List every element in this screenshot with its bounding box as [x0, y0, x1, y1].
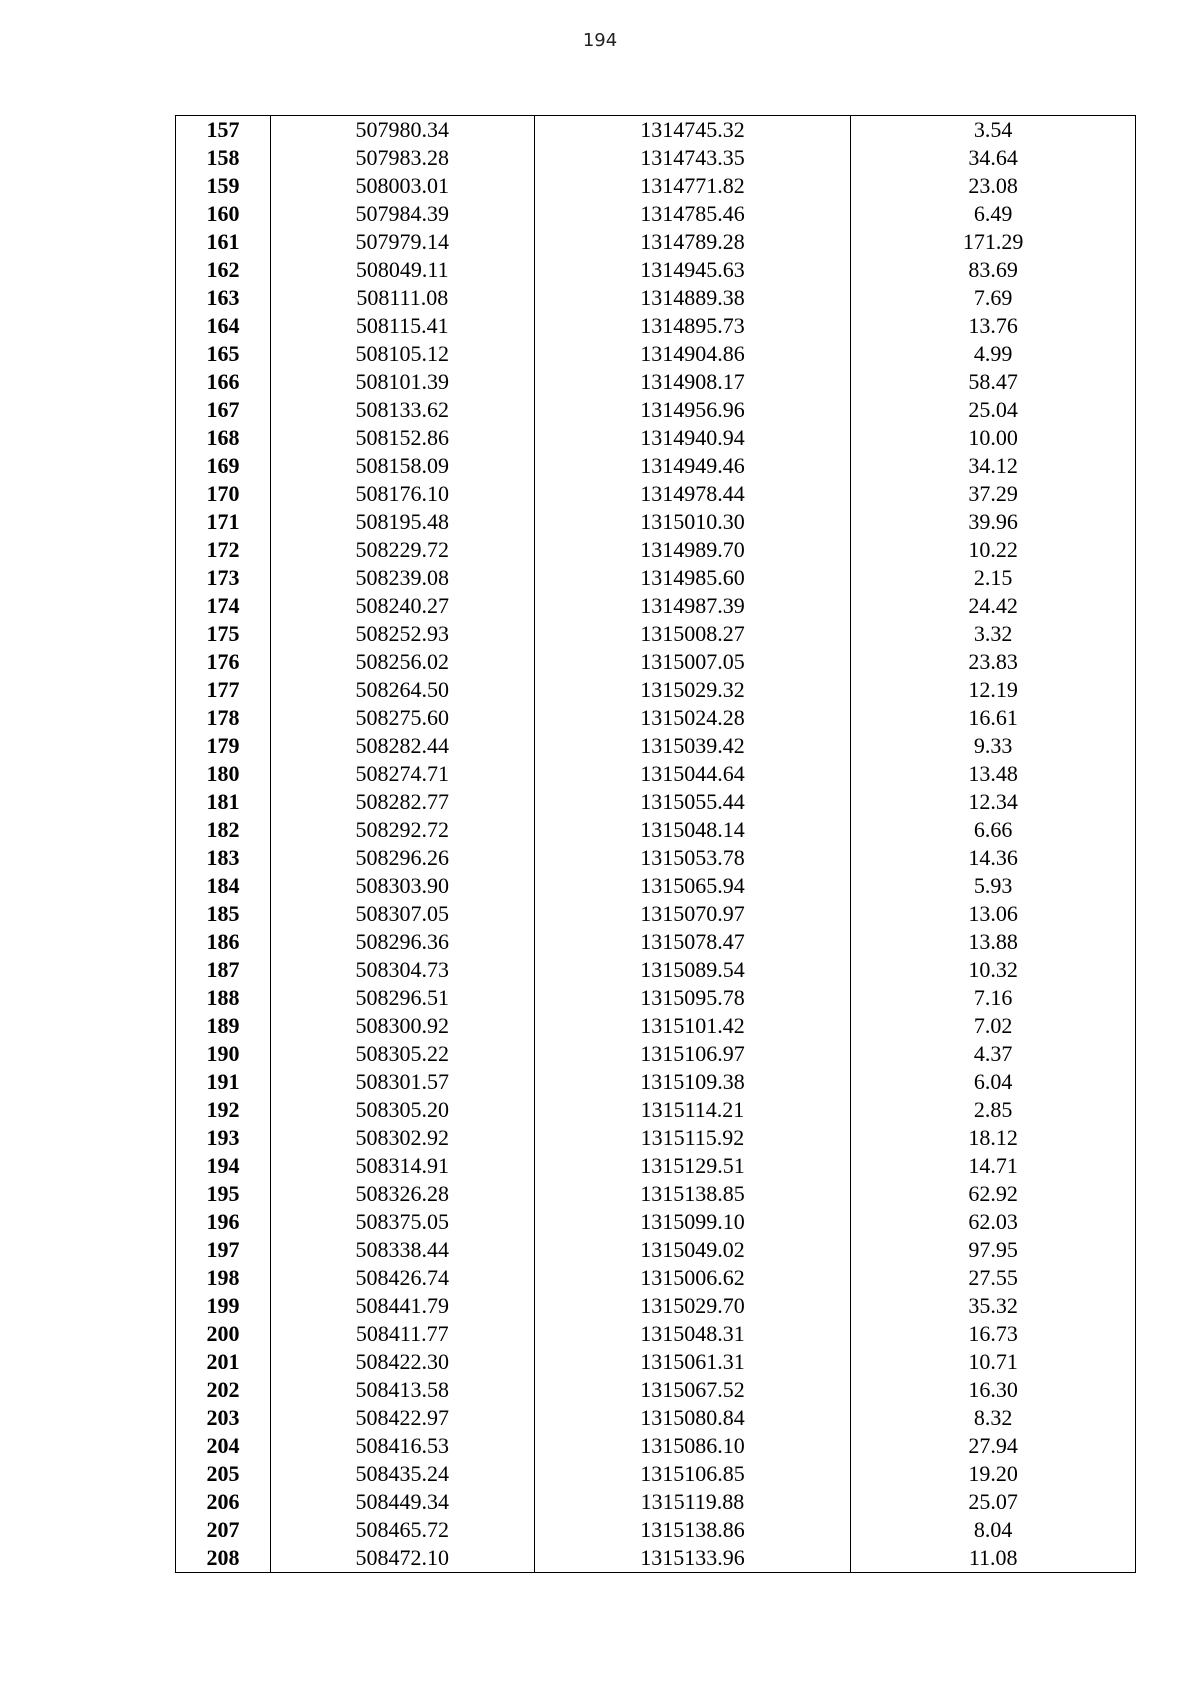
y-coordinate-cell: 1315070.97	[534, 900, 851, 928]
point-number-cell: 159	[176, 172, 271, 200]
distance-cell: 3.54	[851, 116, 1136, 145]
table-row	[176, 368, 1136, 396]
x-coordinate-cell: 508307.05	[270, 900, 534, 928]
table-row	[176, 1292, 1136, 1320]
y-coordinate-cell: 1315095.78	[534, 984, 851, 1012]
y-coordinate-cell: 1315080.84	[534, 1404, 851, 1432]
distance-cell: 8.32	[851, 1404, 1136, 1432]
table-row	[176, 424, 1136, 452]
x-coordinate-cell: 508003.01	[270, 172, 534, 200]
y-coordinate-cell: 1315133.96	[534, 1544, 851, 1573]
distance-cell: 14.71	[851, 1152, 1136, 1180]
coordinates-table-body	[176, 116, 1136, 1573]
y-coordinate-cell: 1314895.73	[534, 312, 851, 340]
y-coordinate-cell: 1315106.97	[534, 1040, 851, 1068]
point-number-cell: 163	[176, 284, 271, 312]
y-coordinate-cell: 1315138.85	[534, 1180, 851, 1208]
x-coordinate-cell: 508304.73	[270, 956, 534, 984]
table-row	[176, 508, 1136, 536]
x-coordinate-cell: 508338.44	[270, 1236, 534, 1264]
table-row	[176, 1348, 1136, 1376]
y-coordinate-cell: 1315119.88	[534, 1488, 851, 1516]
distance-cell: 27.94	[851, 1432, 1136, 1460]
x-coordinate-cell: 508314.91	[270, 1152, 534, 1180]
point-number-cell: 199	[176, 1292, 271, 1320]
x-coordinate-cell: 508413.58	[270, 1376, 534, 1404]
distance-cell: 25.07	[851, 1488, 1136, 1516]
point-number-cell: 168	[176, 424, 271, 452]
distance-cell: 34.64	[851, 144, 1136, 172]
y-coordinate-cell: 1314908.17	[534, 368, 851, 396]
table-row	[176, 984, 1136, 1012]
x-coordinate-cell: 508422.97	[270, 1404, 534, 1432]
distance-cell: 13.88	[851, 928, 1136, 956]
table-row	[176, 172, 1136, 200]
x-coordinate-cell: 507984.39	[270, 200, 534, 228]
distance-cell: 35.32	[851, 1292, 1136, 1320]
point-number-cell: 174	[176, 592, 271, 620]
x-coordinate-cell: 508305.22	[270, 1040, 534, 1068]
table-row	[176, 1404, 1136, 1432]
x-coordinate-cell: 508301.57	[270, 1068, 534, 1096]
x-coordinate-cell: 508305.20	[270, 1096, 534, 1124]
table-row	[176, 1376, 1136, 1404]
table-row	[176, 480, 1136, 508]
x-coordinate-cell: 508426.74	[270, 1264, 534, 1292]
x-coordinate-cell: 508252.93	[270, 620, 534, 648]
table-row	[176, 620, 1136, 648]
distance-cell: 7.69	[851, 284, 1136, 312]
point-number-cell: 183	[176, 844, 271, 872]
x-coordinate-cell: 508152.86	[270, 424, 534, 452]
point-number-cell: 173	[176, 564, 271, 592]
distance-cell: 18.12	[851, 1124, 1136, 1152]
table-row	[176, 1432, 1136, 1460]
point-number-cell: 175	[176, 620, 271, 648]
distance-cell: 12.34	[851, 788, 1136, 816]
distance-cell: 97.95	[851, 1236, 1136, 1264]
y-coordinate-cell: 1315138.86	[534, 1516, 851, 1544]
table-row	[176, 256, 1136, 284]
x-coordinate-cell: 508282.44	[270, 732, 534, 760]
y-coordinate-cell: 1315048.31	[534, 1320, 851, 1348]
table-row	[176, 732, 1136, 760]
table-row	[176, 704, 1136, 732]
distance-cell: 13.48	[851, 760, 1136, 788]
point-number-cell: 170	[176, 480, 271, 508]
table-row	[176, 928, 1136, 956]
y-coordinate-cell: 1315065.94	[534, 872, 851, 900]
x-coordinate-cell: 508256.02	[270, 648, 534, 676]
x-coordinate-cell: 508296.36	[270, 928, 534, 956]
distance-cell: 10.32	[851, 956, 1136, 984]
point-number-cell: 207	[176, 1516, 271, 1544]
point-number-cell: 158	[176, 144, 271, 172]
x-coordinate-cell: 507983.28	[270, 144, 534, 172]
point-number-cell: 201	[176, 1348, 271, 1376]
point-number-cell: 179	[176, 732, 271, 760]
y-coordinate-cell: 1315115.92	[534, 1124, 851, 1152]
point-number-cell: 178	[176, 704, 271, 732]
distance-cell: 62.92	[851, 1180, 1136, 1208]
distance-cell: 23.08	[851, 172, 1136, 200]
table-row	[176, 788, 1136, 816]
table-row	[176, 536, 1136, 564]
y-coordinate-cell: 1314987.39	[534, 592, 851, 620]
y-coordinate-cell: 1315010.30	[534, 508, 851, 536]
distance-cell: 34.12	[851, 452, 1136, 480]
point-number-cell: 194	[176, 1152, 271, 1180]
table-row	[176, 1264, 1136, 1292]
y-coordinate-cell: 1314771.82	[534, 172, 851, 200]
y-coordinate-cell: 1315099.10	[534, 1208, 851, 1236]
table-row	[176, 1208, 1136, 1236]
y-coordinate-cell: 1315024.28	[534, 704, 851, 732]
point-number-cell: 171	[176, 508, 271, 536]
point-number-cell: 187	[176, 956, 271, 984]
table-row	[176, 648, 1136, 676]
table-row	[176, 872, 1136, 900]
distance-cell: 171.29	[851, 228, 1136, 256]
table-row	[176, 1040, 1136, 1068]
point-number-cell: 184	[176, 872, 271, 900]
distance-cell: 16.73	[851, 1320, 1136, 1348]
x-coordinate-cell: 508303.90	[270, 872, 534, 900]
x-coordinate-cell: 508300.92	[270, 1012, 534, 1040]
y-coordinate-cell: 1315055.44	[534, 788, 851, 816]
x-coordinate-cell: 508422.30	[270, 1348, 534, 1376]
table-row	[176, 1320, 1136, 1348]
x-coordinate-cell: 508472.10	[270, 1544, 534, 1573]
table-row	[176, 1124, 1136, 1152]
y-coordinate-cell: 1315109.38	[534, 1068, 851, 1096]
point-number-cell: 189	[176, 1012, 271, 1040]
point-number-cell: 157	[176, 116, 271, 145]
point-number-cell: 208	[176, 1544, 271, 1573]
point-number-cell: 204	[176, 1432, 271, 1460]
distance-cell: 10.00	[851, 424, 1136, 452]
point-number-cell: 181	[176, 788, 271, 816]
y-coordinate-cell: 1314785.46	[534, 200, 851, 228]
distance-cell: 83.69	[851, 256, 1136, 284]
distance-cell: 7.02	[851, 1012, 1136, 1040]
y-coordinate-cell: 1314945.63	[534, 256, 851, 284]
table-row	[176, 396, 1136, 424]
point-number-cell: 172	[176, 536, 271, 564]
y-coordinate-cell: 1314956.96	[534, 396, 851, 424]
y-coordinate-cell: 1315008.27	[534, 620, 851, 648]
distance-cell: 2.15	[851, 564, 1136, 592]
table-row	[176, 1460, 1136, 1488]
point-number-cell: 165	[176, 340, 271, 368]
distance-cell: 25.04	[851, 396, 1136, 424]
table-row	[176, 816, 1136, 844]
distance-cell: 13.06	[851, 900, 1136, 928]
x-coordinate-cell: 508302.92	[270, 1124, 534, 1152]
distance-cell: 10.71	[851, 1348, 1136, 1376]
y-coordinate-cell: 1315049.02	[534, 1236, 851, 1264]
y-coordinate-cell: 1314940.94	[534, 424, 851, 452]
distance-cell: 16.30	[851, 1376, 1136, 1404]
table-row	[176, 1180, 1136, 1208]
distance-cell: 62.03	[851, 1208, 1136, 1236]
distance-cell: 3.32	[851, 620, 1136, 648]
point-number-cell: 206	[176, 1488, 271, 1516]
distance-cell: 6.66	[851, 816, 1136, 844]
distance-cell: 37.29	[851, 480, 1136, 508]
y-coordinate-cell: 1314789.28	[534, 228, 851, 256]
x-coordinate-cell: 508282.77	[270, 788, 534, 816]
x-coordinate-cell: 508133.62	[270, 396, 534, 424]
x-coordinate-cell: 508435.24	[270, 1460, 534, 1488]
table-row	[176, 676, 1136, 704]
table-row	[176, 340, 1136, 368]
x-coordinate-cell: 508158.09	[270, 452, 534, 480]
distance-cell: 10.22	[851, 536, 1136, 564]
y-coordinate-cell: 1315029.70	[534, 1292, 851, 1320]
point-number-cell: 180	[176, 760, 271, 788]
x-coordinate-cell: 508416.53	[270, 1432, 534, 1460]
point-number-cell: 177	[176, 676, 271, 704]
distance-cell: 14.36	[851, 844, 1136, 872]
point-number-cell: 196	[176, 1208, 271, 1236]
point-number-cell: 162	[176, 256, 271, 284]
point-number-cell: 191	[176, 1068, 271, 1096]
distance-cell: 27.55	[851, 1264, 1136, 1292]
x-coordinate-cell: 507979.14	[270, 228, 534, 256]
point-number-cell: 192	[176, 1096, 271, 1124]
point-number-cell: 197	[176, 1236, 271, 1264]
distance-cell: 23.83	[851, 648, 1136, 676]
point-number-cell: 195	[176, 1180, 271, 1208]
y-coordinate-cell: 1315067.52	[534, 1376, 851, 1404]
table-row	[176, 956, 1136, 984]
point-number-cell: 182	[176, 816, 271, 844]
x-coordinate-cell: 508441.79	[270, 1292, 534, 1320]
table-row	[176, 1068, 1136, 1096]
point-number-cell: 161	[176, 228, 271, 256]
x-coordinate-cell: 508449.34	[270, 1488, 534, 1516]
x-coordinate-cell: 508375.05	[270, 1208, 534, 1236]
distance-cell: 39.96	[851, 508, 1136, 536]
point-number-cell: 186	[176, 928, 271, 956]
y-coordinate-cell: 1314949.46	[534, 452, 851, 480]
x-coordinate-cell: 508195.48	[270, 508, 534, 536]
distance-cell: 5.93	[851, 872, 1136, 900]
point-number-cell: 166	[176, 368, 271, 396]
y-coordinate-cell: 1315106.85	[534, 1460, 851, 1488]
distance-cell: 12.19	[851, 676, 1136, 704]
x-coordinate-cell: 508115.41	[270, 312, 534, 340]
x-coordinate-cell: 508176.10	[270, 480, 534, 508]
x-coordinate-cell: 508229.72	[270, 536, 534, 564]
x-coordinate-cell: 508292.72	[270, 816, 534, 844]
table-row	[176, 1544, 1136, 1573]
x-coordinate-cell: 508411.77	[270, 1320, 534, 1348]
distance-cell: 4.37	[851, 1040, 1136, 1068]
y-coordinate-cell: 1314978.44	[534, 480, 851, 508]
y-coordinate-cell: 1314745.32	[534, 116, 851, 145]
y-coordinate-cell: 1314989.70	[534, 536, 851, 564]
table-row	[176, 1236, 1136, 1264]
y-coordinate-cell: 1315007.05	[534, 648, 851, 676]
table-row	[176, 760, 1136, 788]
x-coordinate-cell: 508101.39	[270, 368, 534, 396]
x-coordinate-cell: 508105.12	[270, 340, 534, 368]
table-row	[176, 228, 1136, 256]
y-coordinate-cell: 1314904.86	[534, 340, 851, 368]
point-number-cell: 185	[176, 900, 271, 928]
point-number-cell: 190	[176, 1040, 271, 1068]
point-number-cell: 200	[176, 1320, 271, 1348]
point-number-cell: 167	[176, 396, 271, 424]
y-coordinate-cell: 1315048.14	[534, 816, 851, 844]
point-number-cell: 176	[176, 648, 271, 676]
point-number-cell: 203	[176, 1404, 271, 1432]
point-number-cell: 205	[176, 1460, 271, 1488]
y-coordinate-cell: 1314743.35	[534, 144, 851, 172]
point-number-cell: 160	[176, 200, 271, 228]
distance-cell: 19.20	[851, 1460, 1136, 1488]
table-row	[176, 116, 1136, 145]
table-row	[176, 900, 1136, 928]
table-row	[176, 312, 1136, 340]
table-row	[176, 1488, 1136, 1516]
table-row	[176, 284, 1136, 312]
distance-cell: 16.61	[851, 704, 1136, 732]
table-row	[176, 452, 1136, 480]
x-coordinate-cell: 508274.71	[270, 760, 534, 788]
y-coordinate-cell: 1315089.54	[534, 956, 851, 984]
distance-cell: 8.04	[851, 1516, 1136, 1544]
distance-cell: 13.76	[851, 312, 1136, 340]
table-row	[176, 1152, 1136, 1180]
point-number-cell: 198	[176, 1264, 271, 1292]
distance-cell: 4.99	[851, 340, 1136, 368]
y-coordinate-cell: 1315114.21	[534, 1096, 851, 1124]
y-coordinate-cell: 1315044.64	[534, 760, 851, 788]
point-number-cell: 193	[176, 1124, 271, 1152]
x-coordinate-cell: 508465.72	[270, 1516, 534, 1544]
distance-cell: 58.47	[851, 368, 1136, 396]
y-coordinate-cell: 1315086.10	[534, 1432, 851, 1460]
table-row	[176, 1012, 1136, 1040]
distance-cell: 7.16	[851, 984, 1136, 1012]
point-number-cell: 164	[176, 312, 271, 340]
distance-cell: 24.42	[851, 592, 1136, 620]
table-row	[176, 592, 1136, 620]
distance-cell: 6.04	[851, 1068, 1136, 1096]
table-row	[176, 564, 1136, 592]
y-coordinate-cell: 1314985.60	[534, 564, 851, 592]
y-coordinate-cell: 1315029.32	[534, 676, 851, 704]
table-row	[176, 1096, 1136, 1124]
y-coordinate-cell: 1314889.38	[534, 284, 851, 312]
point-number-cell: 169	[176, 452, 271, 480]
x-coordinate-cell: 508240.27	[270, 592, 534, 620]
x-coordinate-cell: 508296.26	[270, 844, 534, 872]
x-coordinate-cell: 508326.28	[270, 1180, 534, 1208]
distance-cell: 9.33	[851, 732, 1136, 760]
x-coordinate-cell: 508275.60	[270, 704, 534, 732]
distance-cell: 11.08	[851, 1544, 1136, 1573]
y-coordinate-cell: 1315039.42	[534, 732, 851, 760]
x-coordinate-cell: 507980.34	[270, 116, 534, 145]
y-coordinate-cell: 1315006.62	[534, 1264, 851, 1292]
x-coordinate-cell: 508296.51	[270, 984, 534, 1012]
point-number-cell: 202	[176, 1376, 271, 1404]
y-coordinate-cell: 1315053.78	[534, 844, 851, 872]
table-row	[176, 200, 1136, 228]
y-coordinate-cell: 1315078.47	[534, 928, 851, 956]
distance-cell: 6.49	[851, 200, 1136, 228]
table-row	[176, 844, 1136, 872]
table-row	[176, 144, 1136, 172]
y-coordinate-cell: 1315129.51	[534, 1152, 851, 1180]
coordinates-table	[175, 115, 1136, 1573]
x-coordinate-cell: 508239.08	[270, 564, 534, 592]
x-coordinate-cell: 508049.11	[270, 256, 534, 284]
point-number-cell: 188	[176, 984, 271, 1012]
y-coordinate-cell: 1315061.31	[534, 1348, 851, 1376]
y-coordinate-cell: 1315101.42	[534, 1012, 851, 1040]
page-number: 194	[582, 30, 618, 51]
table-row	[176, 1516, 1136, 1544]
x-coordinate-cell: 508264.50	[270, 676, 534, 704]
distance-cell: 2.85	[851, 1096, 1136, 1124]
x-coordinate-cell: 508111.08	[270, 284, 534, 312]
